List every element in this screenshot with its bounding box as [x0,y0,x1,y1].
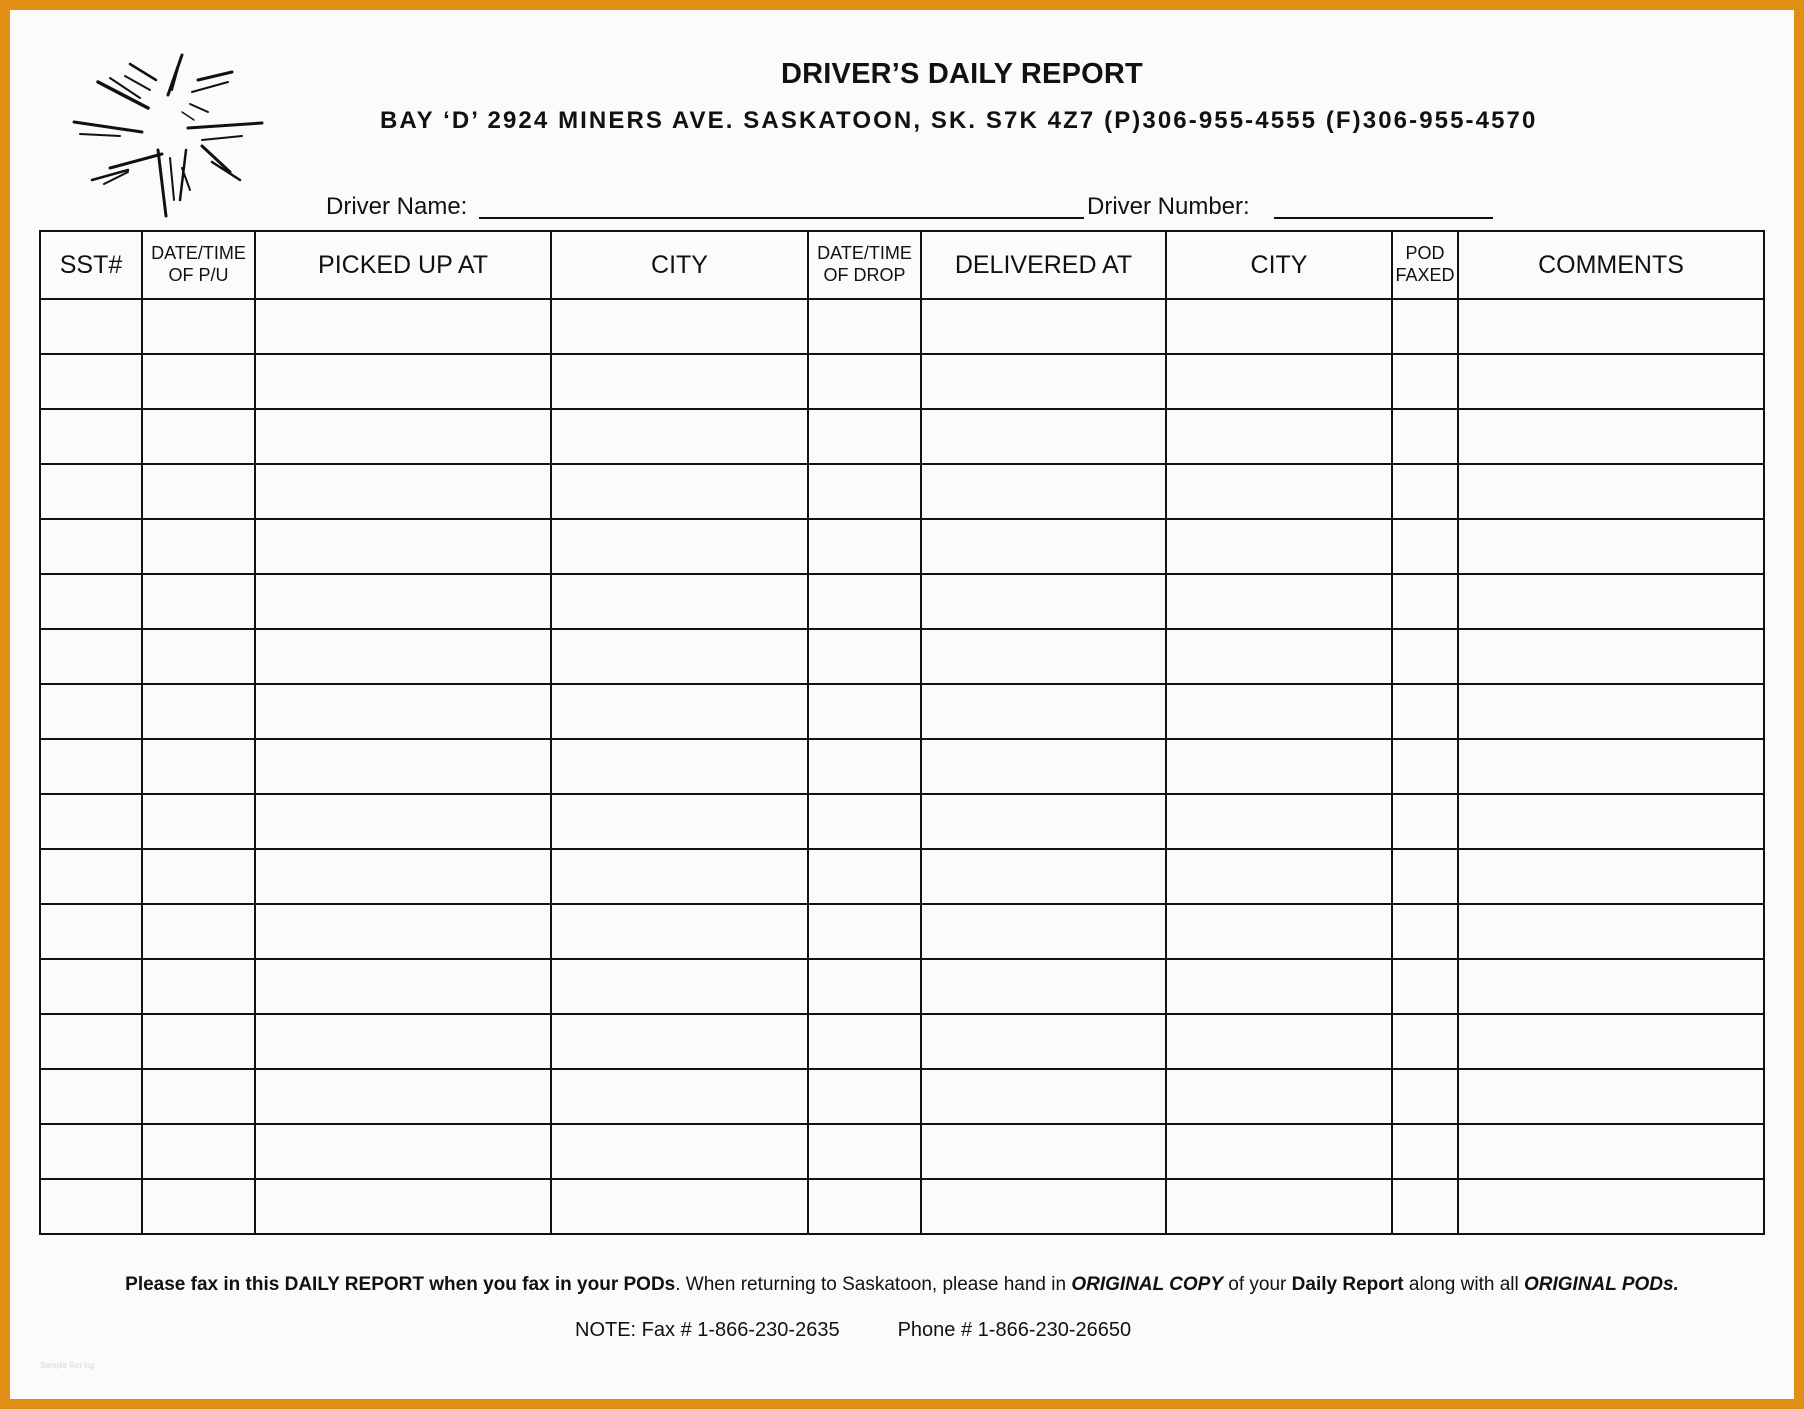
table-cell[interactable] [1166,1179,1392,1234]
table-cell[interactable] [1166,464,1392,519]
table-cell[interactable] [921,519,1166,574]
table-cell[interactable] [808,959,921,1014]
column-header-label: CITY [651,251,708,279]
table-cell[interactable] [142,574,255,629]
table-cell[interactable] [40,354,142,409]
table-cell[interactable] [142,684,255,739]
table-row [40,519,1764,574]
table-cell[interactable] [1458,684,1764,739]
table-cell[interactable] [142,519,255,574]
table-cell[interactable] [40,299,142,354]
table-cell[interactable] [1392,739,1458,794]
table-cell[interactable] [40,464,142,519]
table-cell[interactable] [551,464,808,519]
table-cell[interactable] [551,354,808,409]
table-cell[interactable] [1458,849,1764,904]
table-row [40,1069,1764,1124]
table-cell[interactable] [921,574,1166,629]
report-sheet [10,10,1794,1399]
column-header-label: OF P/U [168,265,229,285]
table-cell[interactable] [551,959,808,1014]
table-cell[interactable] [1392,409,1458,464]
table-cell[interactable] [921,794,1166,849]
table-cell[interactable] [551,409,808,464]
table-cell[interactable] [1166,629,1392,684]
table-cell[interactable] [921,1124,1166,1179]
table-row [40,739,1764,794]
table-cell[interactable] [1166,739,1392,794]
table-cell[interactable] [40,794,142,849]
table-cell[interactable] [255,409,551,464]
footer-original-copy: ORIGINAL COPY [1071,1274,1224,1295]
table-row [40,904,1764,959]
table-cell[interactable] [1392,794,1458,849]
table-cell[interactable] [142,794,255,849]
table-cell[interactable] [808,574,921,629]
column-header-label: POD [1405,243,1445,264]
table-cell[interactable] [808,1124,921,1179]
table-cell[interactable] [808,1069,921,1124]
table-cell[interactable] [255,794,551,849]
table-cell[interactable] [40,849,142,904]
table-cell[interactable] [255,1069,551,1124]
driver-name-label: Driver Name: [326,193,468,220]
column-header [255,231,551,299]
watermark-text: Sample Ret log [40,1361,95,1370]
table-cell[interactable] [1392,684,1458,739]
table-cell[interactable] [1166,904,1392,959]
table-cell[interactable] [142,1014,255,1069]
column-header-label: DATE/TIME [817,243,912,264]
table-cell[interactable] [1392,629,1458,684]
table-cell[interactable] [551,1014,808,1069]
table-cell[interactable] [1458,1179,1764,1234]
table-cell[interactable] [551,1179,808,1234]
column-header [921,231,1166,299]
table-cell[interactable] [921,904,1166,959]
table-cell[interactable] [1458,464,1764,519]
column-header-label: PICKED UP AT [318,251,488,279]
table-cell[interactable] [921,409,1166,464]
table-cell[interactable] [1392,1069,1458,1124]
column-header [1392,231,1458,299]
table-cell[interactable] [142,354,255,409]
table-cell[interactable] [808,409,921,464]
column-header [142,231,255,299]
table-cell[interactable] [1166,354,1392,409]
table-cell[interactable] [1458,354,1764,409]
table-cell[interactable] [255,959,551,1014]
table-cell[interactable] [1392,299,1458,354]
table-cell[interactable] [921,1069,1166,1124]
table-cell[interactable] [1166,1124,1392,1179]
table-cell[interactable] [40,739,142,794]
table-row [40,849,1764,904]
table-cell[interactable] [255,1124,551,1179]
table-row [40,299,1764,354]
table-cell[interactable] [1458,904,1764,959]
table-cell[interactable] [921,959,1166,1014]
footer-original-pods: ORIGINAL PODs. [1524,1274,1679,1295]
table-cell[interactable] [40,1014,142,1069]
column-header-label: DELIVERED AT [954,251,1133,279]
table-cell[interactable] [1166,299,1392,354]
table-row [40,959,1764,1014]
table-cell[interactable] [808,1179,921,1234]
table-cell[interactable] [40,629,142,684]
table-row [40,354,1764,409]
table-cell[interactable] [1458,1069,1764,1124]
table-cell[interactable] [1392,959,1458,1014]
table-cell[interactable] [551,1124,808,1179]
table-cell[interactable] [142,464,255,519]
column-header-label: FAXED [1395,265,1455,285]
table-cell[interactable] [1166,1014,1392,1069]
table-cell[interactable] [255,1179,551,1234]
table-cell[interactable] [142,1069,255,1124]
table-cell[interactable] [808,849,921,904]
table-cell[interactable] [1392,519,1458,574]
table-cell[interactable] [40,1124,142,1179]
column-header [808,231,921,299]
table-cell[interactable] [1458,794,1764,849]
table-cell[interactable] [1166,1069,1392,1124]
table-cell[interactable] [142,904,255,959]
table-cell[interactable] [1392,1124,1458,1179]
table-cell[interactable] [1392,1179,1458,1234]
table-cell[interactable] [40,574,142,629]
table-cell[interactable] [1392,904,1458,959]
footer-text-bold: Please fax in this DAILY REPORT when you fax in your PODs [125,1274,676,1295]
table-cell[interactable] [1166,409,1392,464]
table-cell[interactable] [1458,959,1764,1014]
table-cell[interactable] [921,464,1166,519]
table-cell[interactable] [808,299,921,354]
footer-text: . When returning to Saskatoon, please hand in [675,1274,1072,1295]
table-cell[interactable] [551,629,808,684]
table-cell[interactable] [255,629,551,684]
table-cell[interactable] [40,519,142,574]
company-address: BAY ‘D’ 2924 MINERS AVE. SASKATOON, SK. S7K 4Z7 (P)306-955-4555 (F)306-955-4570 [380,107,1538,134]
table-cell[interactable] [921,629,1166,684]
table-cell[interactable] [40,1179,142,1234]
driver-name-field[interactable] [479,217,1084,219]
table-cell[interactable] [808,629,921,684]
table-row [40,684,1764,739]
table-cell[interactable] [40,684,142,739]
table-cell[interactable] [255,1014,551,1069]
table-cell[interactable] [921,299,1166,354]
table-row [40,409,1764,464]
table-cell[interactable] [1392,574,1458,629]
table-cell[interactable] [921,1014,1166,1069]
table-cell[interactable] [808,519,921,574]
column-header [551,231,808,299]
column-header-label: COMMENTS [1538,251,1684,279]
table-cell[interactable] [40,1069,142,1124]
table-cell[interactable] [255,464,551,519]
table-cell[interactable] [921,1179,1166,1234]
report-title: DRIVER’S DAILY REPORT [781,58,1143,90]
table-cell[interactable] [1458,629,1764,684]
table-cell[interactable] [1166,519,1392,574]
column-header-label: OF DROP [823,265,906,285]
table-cell[interactable] [255,574,551,629]
table-cell[interactable] [808,904,921,959]
table-cell[interactable] [808,354,921,409]
footer-phone-number: Phone # 1-866-230-26650 [897,1319,1132,1341]
footer-fax-number: NOTE: Fax # 1-866-230-2635 [575,1319,840,1341]
table-row [40,1124,1764,1179]
table-cell[interactable] [808,684,921,739]
table-cell[interactable] [255,739,551,794]
table-cell[interactable] [1458,574,1764,629]
footer-instructions [10,1274,1794,1296]
table-row [40,464,1764,519]
table-cell[interactable] [921,849,1166,904]
table-cell[interactable] [808,739,921,794]
table-cell[interactable] [142,739,255,794]
table-cell[interactable] [551,739,808,794]
table-cell[interactable] [255,684,551,739]
table-cell[interactable] [255,354,551,409]
footer-daily-report: Daily Report [1291,1274,1404,1295]
table-cell[interactable] [255,904,551,959]
table-cell[interactable] [142,1179,255,1234]
table-cell[interactable] [1458,1124,1764,1179]
column-header [40,231,142,299]
table-cell[interactable] [1392,1014,1458,1069]
table-cell[interactable] [551,519,808,574]
table-row [40,1014,1764,1069]
table-cell[interactable] [40,959,142,1014]
table-cell[interactable] [142,1124,255,1179]
footer-text: of your [1223,1274,1292,1295]
table-cell[interactable] [1458,739,1764,794]
table-cell[interactable] [551,849,808,904]
column-header-label: SST# [59,251,123,279]
table-cell[interactable] [1166,849,1392,904]
table-cell[interactable] [255,299,551,354]
table-cell[interactable] [142,959,255,1014]
column-header [1458,231,1764,299]
table-cell[interactable] [142,849,255,904]
table-cell[interactable] [255,849,551,904]
table-cell[interactable] [1166,959,1392,1014]
table-cell[interactable] [255,519,551,574]
table-cell[interactable] [808,1014,921,1069]
table-row [40,794,1764,849]
table-cell[interactable] [808,794,921,849]
table-cell[interactable] [551,794,808,849]
table-row [40,574,1764,629]
table-row [40,629,1764,684]
footer-contact-note [575,1319,1131,1342]
table-cell[interactable] [551,684,808,739]
column-header-label: CITY [1250,251,1308,279]
table-body [40,299,1764,1234]
table-cell[interactable] [551,1069,808,1124]
table-cell[interactable] [142,629,255,684]
table-cell[interactable] [1458,1014,1764,1069]
table-cell[interactable] [1392,849,1458,904]
table-cell[interactable] [142,409,255,464]
table-cell[interactable] [1458,519,1764,574]
table-cell[interactable] [1458,409,1764,464]
driver-number-field[interactable] [1274,217,1493,219]
table-cell[interactable] [1166,684,1392,739]
table-header-row [40,231,1764,299]
table-cell[interactable] [1166,794,1392,849]
table-cell[interactable] [921,354,1166,409]
column-header [1166,231,1392,299]
driver-number-label: Driver Number: [1087,193,1250,220]
table-cell[interactable] [1458,299,1764,354]
table-cell[interactable] [40,409,142,464]
table-cell[interactable] [551,904,808,959]
table-cell[interactable] [921,684,1166,739]
table-cell[interactable] [808,464,921,519]
table-row [40,1179,1764,1234]
table-cell[interactable] [1392,464,1458,519]
table-cell[interactable] [921,739,1166,794]
table-cell[interactable] [551,299,808,354]
table-cell[interactable] [551,574,808,629]
column-header-label: DATE/TIME [151,243,246,264]
table-cell[interactable] [1166,574,1392,629]
report-table [39,230,1765,1235]
footer-text: along with all [1403,1274,1524,1295]
table-cell[interactable] [1392,354,1458,409]
table-cell[interactable] [142,299,255,354]
table-cell[interactable] [40,904,142,959]
